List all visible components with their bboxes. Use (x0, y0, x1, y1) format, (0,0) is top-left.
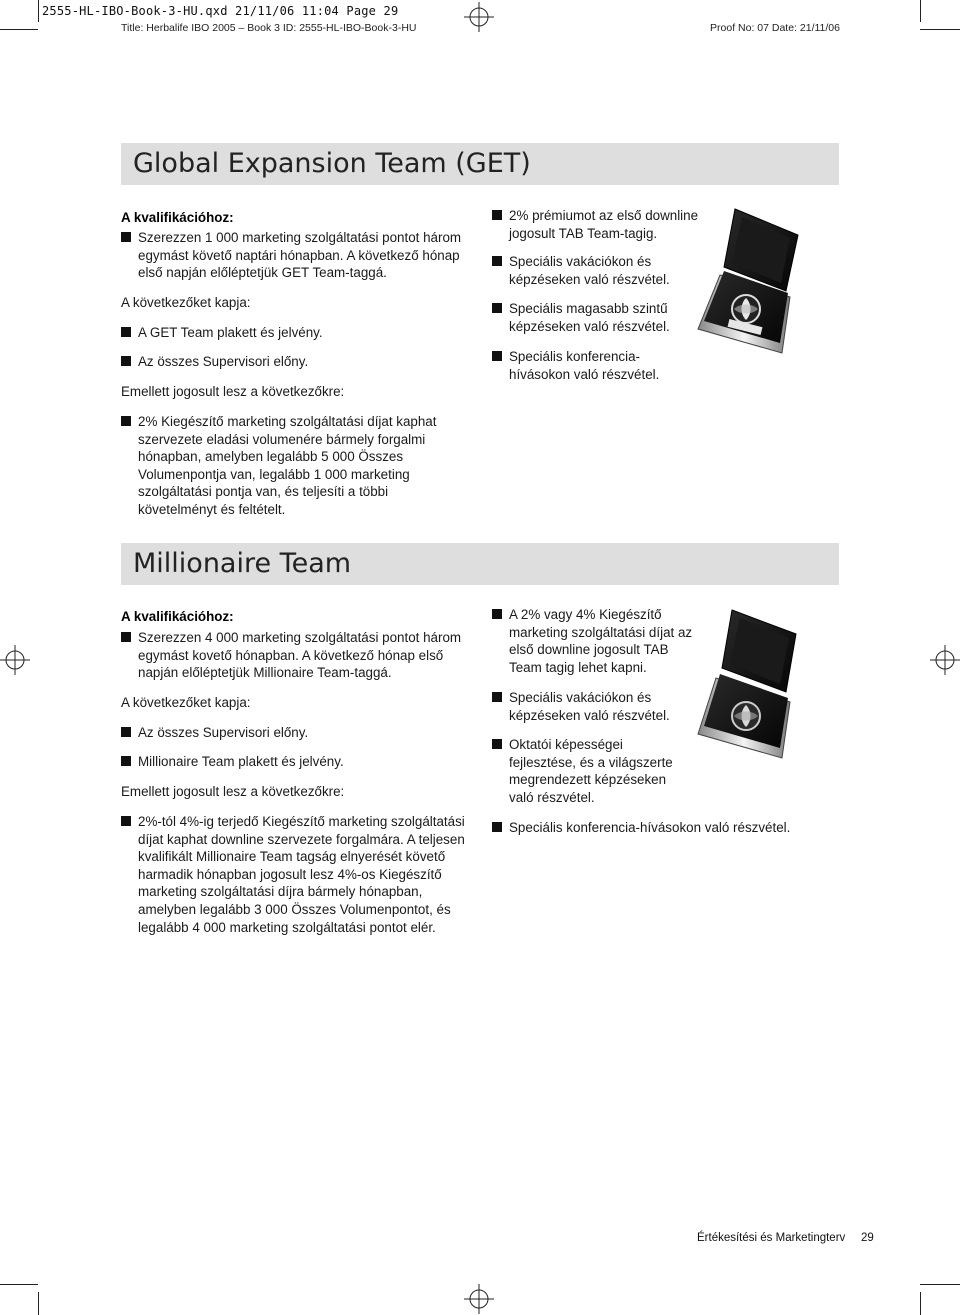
title-line: Title: Herbalife IBO 2005 – Book 3 ID: 2555-HL-IBO-Book-3-HU (121, 22, 417, 34)
benefit-item (492, 207, 698, 242)
text-line: első downline jogosult TAB (509, 642, 669, 658)
section-heading-bar (121, 143, 839, 185)
text-line: Az összes Supervisori előny. (138, 725, 309, 740)
text-line: képzéseken való részvétel. (509, 707, 670, 723)
registration-mark-icon (930, 645, 960, 675)
text-line: 2%-tól 4%-ig terjedő Kiegészítő marketing szolgáltatási (138, 814, 465, 829)
text-line: hónapban, amelyben legalább 5 000 Összes (138, 449, 404, 465)
benefit-item (492, 689, 670, 724)
section-heading: Millionaire Team (133, 548, 352, 579)
eligible-label: Emellett jogosult lesz a következőkre: (121, 784, 345, 799)
crop-mark (0, 29, 38, 30)
text-line: Szerezzen 1 000 marketing szolgáltatási pontot három (138, 230, 462, 245)
footer-label: Értékesítési és Marketingterv (697, 1232, 846, 1244)
receives-item (121, 324, 323, 342)
text-line: való részvétel. (509, 789, 595, 805)
benefit-item (492, 606, 692, 676)
text-line: napján előléptetjük Millionaire Team-taggá. (138, 665, 392, 681)
text-line: legalább 4 000 marketing szolgáltatási pontot elér. (138, 919, 436, 935)
registration-mark-icon (464, 2, 494, 32)
qualification-label: A kvalifikációhoz: (121, 210, 234, 225)
text-line: harmadik hónapban jogosult lesz 4%-os Kiegészítő (138, 866, 442, 882)
crop-mark (920, 1292, 921, 1315)
crop-mark (38, 0, 39, 22)
receives-item (121, 753, 344, 771)
crop-mark (38, 1292, 39, 1315)
proof-line: Proof No: 07 Date: 21/11/06 (710, 22, 840, 34)
benefit-item (492, 253, 670, 288)
text-line: 2% prémiumot az első downline (509, 208, 699, 223)
text-line: marketing szolgáltatási díjra bármely hónapban, (138, 884, 423, 900)
text-line: Oktatói képességei (509, 737, 623, 752)
text-line: Speciális vakációkon és (509, 690, 652, 705)
text-line: megrendezett képzéseken (509, 772, 667, 788)
eligible-item (121, 413, 436, 519)
text-line: Volumenpontja van, legalább 1 000 marketing (138, 466, 410, 482)
benefit-item (492, 819, 790, 837)
section-heading: Global Expansion Team (GET) (133, 148, 531, 179)
text-line: díjat kaphat downline szervezete forgalmára. A teljesen (138, 831, 465, 847)
section-heading-bar (121, 543, 839, 585)
receives-item (121, 724, 308, 742)
text-line: egymást követő naptári hónapban. A következő hónap (138, 247, 460, 263)
eligible-item (121, 813, 465, 936)
text-line: Speciális konferencia-hívásokon való részvétel. (509, 820, 791, 835)
text-line: első napján előléptetjük GET Team-taggá. (138, 265, 387, 281)
text-line: Az összes Supervisori előny. (138, 354, 309, 369)
text-line: Team tagig lehet kapni. (509, 659, 647, 675)
text-line: Millionaire Team plakett és jelvény. (138, 754, 344, 769)
crop-mark (920, 1284, 960, 1285)
registration-mark-icon (464, 1284, 494, 1314)
text-line: szervezete eladási volumenére bármely forgalmi (138, 431, 426, 447)
qualification-item (121, 629, 461, 682)
pin-box-photo (690, 205, 805, 365)
receives-item (121, 353, 308, 371)
crop-mark (0, 1284, 38, 1285)
text-line: képzéseken való részvétel. (509, 271, 670, 287)
benefit-item (492, 300, 670, 335)
registration-mark-icon (0, 645, 30, 675)
eligible-label: Emellett jogosult lesz a következőkre: (121, 384, 345, 399)
text-line: szolgáltatási pontja van, és teljesíti a többi (138, 484, 389, 500)
text-line: Szerezzen 4 000 marketing szolgáltatási pontot három (138, 630, 462, 645)
text-line: amelyben legalább 3 000 Összes Volumenpontot, és (138, 901, 451, 917)
benefit-item (492, 736, 673, 806)
receives-label: A következőket kapja: (121, 695, 251, 710)
text-line: Speciális magasabb szintű (509, 301, 668, 316)
text-line: A GET Team plakett és jelvény. (138, 325, 323, 340)
receives-label: A következőket kapja: (121, 295, 251, 310)
page-number: 29 (861, 1232, 874, 1244)
text-line: 2% Kiegészítő marketing szolgáltatási díjat kaphat (138, 414, 437, 429)
text-line: Speciális konferencia- (509, 349, 640, 364)
text-line: követelményt és feltételt. (138, 501, 286, 517)
qualification-item (121, 229, 461, 282)
text-line: marketing szolgáltatási díjat az (509, 624, 693, 640)
text-line: kvalifikált Millionaire Team tagság elnyerését követő (138, 849, 446, 865)
pin-box-photo (694, 606, 804, 766)
text-line: fejlesztése, és a világszerte (509, 754, 673, 770)
text-line: egymást kovető hónapban. A következő hónap első (138, 647, 444, 663)
text-line: hívásokon való részvétel. (509, 366, 660, 382)
benefit-item (492, 348, 659, 383)
crop-mark (920, 0, 921, 22)
crop-mark (920, 29, 960, 30)
text-line: A 2% vagy 4% Kiegészítő (509, 607, 662, 622)
qualification-label: A kvalifikációhoz: (121, 609, 234, 624)
file-slug: 2555-HL-IBO-Book-3-HU.qxd 21/11/06 11:04 Page 29 (42, 4, 399, 18)
text-line: Speciális vakációkon és (509, 254, 652, 269)
text-line: képzéseken való részvétel. (509, 318, 670, 334)
text-line: jogosult TAB Team-tagig. (509, 225, 658, 241)
